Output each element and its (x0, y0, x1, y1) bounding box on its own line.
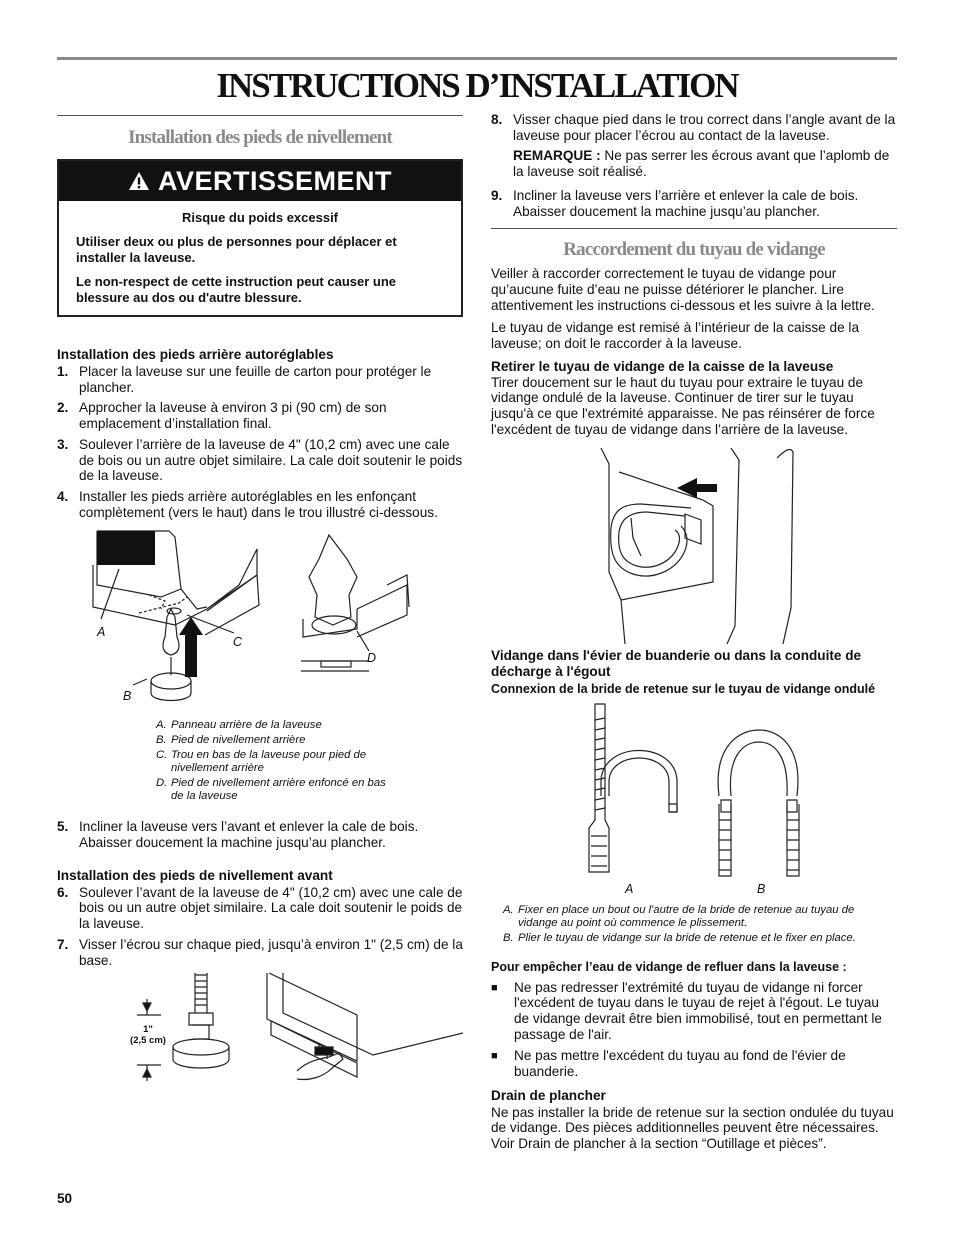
caption-key: C. (156, 749, 168, 762)
drain-intro-1: Veiller à raccorder correctement le tuyau de vidange pour qu’aucune fuite d’eau ne puisse détériorer le plancher. Lire attentivement les instructions ci-dessous et les suivre à la lettre. (491, 266, 875, 313)
caption-text: Plier le tuyau de vidange sur la bride de retenue et le fixer en place. (518, 931, 856, 944)
top-rule (57, 57, 897, 60)
step-number: 6. (57, 884, 69, 900)
note-paragraph (513, 148, 897, 179)
step-number: 7. (57, 936, 69, 952)
clip-heading: Connexion de la bride de retenue sur le tuyau de vidange ondulé (491, 681, 876, 696)
section-rule (491, 228, 897, 229)
warning-triangle-icon (128, 171, 150, 191)
square-bullet-icon: ■ (491, 981, 498, 994)
note-text: Ne pas serrer les écrous avant que l’aplomb de la laveuse soit réalisé. (513, 148, 890, 180)
figure1-label-c: C (233, 635, 243, 650)
section-title-leveling-feet: Installation des pieds de nivellement (128, 127, 392, 148)
caption-text: Panneau arrière de la laveuse (171, 719, 322, 732)
caption-key: A. (156, 719, 167, 732)
caption-text: Trou en bas de la laveuse pour pied de nivellement arrière (171, 749, 367, 775)
bullet-text: Ne pas mettre l'excédent du tuyau au fond de l'évier de buanderie. (514, 1048, 846, 1080)
step-item (491, 188, 897, 219)
steps-list-b (57, 885, 463, 969)
step-text: Soulever l’avant de la laveuse de 4" (10,2 cm) avec une cale de bois ou un autre objet similaire. La cale doit soutenir le poids de la laveuse. (79, 884, 463, 932)
figure1-captions (156, 719, 386, 803)
step-number: 2. (57, 400, 69, 416)
drain-intro-2: Le tuyau de vidange est remisé à l’intérieur de la caisse de la laveuse; on doit le raccorder à la laveuse. (491, 320, 860, 352)
caption-key: B. (503, 931, 514, 944)
note-label: REMARQUE : (513, 148, 601, 164)
step-item (57, 819, 463, 850)
rear-feet-illustration (57, 525, 463, 719)
caption-key: B. (156, 734, 167, 747)
step-number: 5. (57, 819, 69, 835)
caption-text: Pied de nivellement arrière enfoncé en bas de la laveuse (171, 777, 386, 803)
bullet-item (491, 1048, 897, 1079)
step-text: Incliner la laveuse vers l’arrière et enlever la cale de bois. Abaisser doucement la machine jusqu’au plancher. (513, 187, 859, 219)
warning-banner (59, 161, 461, 201)
step-item (57, 400, 463, 431)
step-item (57, 364, 463, 395)
square-bullet-icon: ■ (491, 1050, 498, 1063)
figure4-label-a: A (625, 881, 634, 896)
warning-risk: Risque du poids excessif (181, 210, 339, 225)
step-item (57, 489, 463, 520)
right-column (491, 112, 897, 1159)
step-number: 3. (57, 436, 69, 452)
section-rule (57, 115, 463, 116)
warning-banner-label: AVERTISSEMENT (157, 165, 393, 196)
remove-hose-text: Tirer doucement sur le haut du tuyau pour extraire le tuyau de vidange ondulé de la laveuse. Continuer de tirer sur le tuyau jusqu'à ce que l'extrémité apparaisse. Ne pas réinsérer de force l'excédent de tuyau de vidange dans l’arrière de la laveuse. (491, 374, 875, 437)
warning-body (59, 201, 461, 315)
figure4-label-b: B (757, 881, 766, 896)
warning-line-2: Le non-respect de cette instruction peut causer une blessure au dos ou d'autre blessure. (76, 274, 397, 305)
section-title-drain-hose: Raccordement du tuyau de vidange (563, 239, 825, 261)
backflow-heading: Pour empêcher l’eau de vidange de refluer dans la laveuse : (491, 959, 847, 974)
step-text: Visser chaque pied dans le trou correct dans l’angle avant de la laveuse pour placer l’écrou au contact de la laveuse. (513, 112, 896, 143)
step-number: 4. (57, 488, 69, 504)
hose-clip-illustration (491, 700, 897, 904)
warning-line-1: Utiliser deux ou plus de personnes pour déplacer et installer la laveuse. (76, 234, 397, 265)
step-item (57, 937, 463, 968)
rear-feet-figure (57, 525, 463, 719)
front-feet-illustration (57, 973, 463, 1093)
caption-text: Pied de nivellement arrière (171, 734, 306, 747)
steps-list-a (57, 364, 463, 520)
step-item (57, 885, 463, 932)
caption-key: A. (503, 903, 514, 916)
page-title: INSTRUCTIONS D’INSTALLATION (216, 66, 738, 105)
rear-feet-heading: Installation des pieds arrière autoréglables (57, 347, 334, 362)
step-text: Installer les pieds arrière autoréglables en les enfonçant complètement (vers le haut) dans le trou illustré ci-dessous. (79, 488, 438, 520)
figure1-label-d: D (367, 651, 377, 666)
step-text: Placer la laveuse sur une feuille de carton pour protéger le plancher. (79, 364, 432, 395)
bullet-item (491, 980, 897, 1043)
step-number: 9. (491, 187, 503, 203)
front-feet-figure (57, 973, 463, 1093)
caption-key: D. (156, 777, 168, 790)
bullet-text: Ne pas redresser l'extrémité du tuyau de vidange ni forcer l'excédent de tuyau dans le tuyau de rejet à l'égout. Le tuyau de vidange devrait être bien immobilisé, tout en permettant le passage de l'air. (514, 979, 882, 1042)
floor-drain-heading: Drain de plancher (491, 1087, 606, 1103)
floor-drain-text: Ne pas installer la bride de retenue sur la section ondulée du tuyau de vidange. Des pièces additionnelles peuvent être nécessaires. Voir Drain de plancher à la section “Outillage et pièces”. (491, 1104, 894, 1152)
step-number: 8. (491, 112, 503, 127)
figure2-dimension-cm: (2,5 cm) (130, 1035, 166, 1047)
caption-item (156, 777, 386, 803)
figure4-captions (503, 904, 893, 945)
caption-text: Fixer en place un bout ou l'autre de la bride de retenue au tuyau de vidange au point où commence le plissement. (518, 903, 855, 929)
warning-box (57, 159, 463, 317)
figure2-dimension-inch: 1" (143, 1024, 153, 1036)
caption-item (503, 932, 893, 945)
step-text: Soulever l’arrière de la laveuse de 4" (10,2 cm) avec une cale de bois ou un autre objet similaire. La cale doit soutenir le poids de la laveuse. (79, 436, 463, 484)
caption-item (503, 904, 893, 930)
hose-removal-illustration (491, 448, 897, 644)
left-column (57, 115, 463, 1093)
step-item (491, 112, 897, 143)
sink-drain-heading: Vidange dans l'évier de buanderie ou dans la conduite de décharge à l'égout (491, 647, 862, 679)
caption-item (156, 734, 386, 747)
hose-removal-figure (491, 448, 897, 644)
remove-hose-heading: Retirer le tuyau de vidange de la caisse de la laveuse (491, 358, 834, 374)
figure2-dimension (127, 1024, 169, 1046)
caption-item (156, 749, 386, 775)
backflow-bullet-list (491, 980, 897, 1080)
page-number: 50 (57, 1191, 73, 1206)
hose-clip-figure (491, 700, 897, 904)
front-feet-heading: Installation des pieds de nivellement avant (57, 867, 333, 883)
step-text: Visser l’écrou sur chaque pied, jusqu’à environ 1" (2,5 cm) de la base. (79, 936, 463, 968)
step-item (57, 437, 463, 484)
figure1-label-a: A (97, 625, 106, 640)
caption-item (156, 719, 386, 732)
figure1-label-b: B (123, 689, 132, 704)
step-text: Incliner la laveuse vers l’avant et enlever la cale de bois. Abaisser doucement la machine jusqu’au plancher. (79, 819, 419, 851)
step-text: Approcher la laveuse à environ 3 pi (90 cm) de son emplacement d’installation final. (79, 400, 387, 432)
step-number: 1. (57, 364, 69, 379)
